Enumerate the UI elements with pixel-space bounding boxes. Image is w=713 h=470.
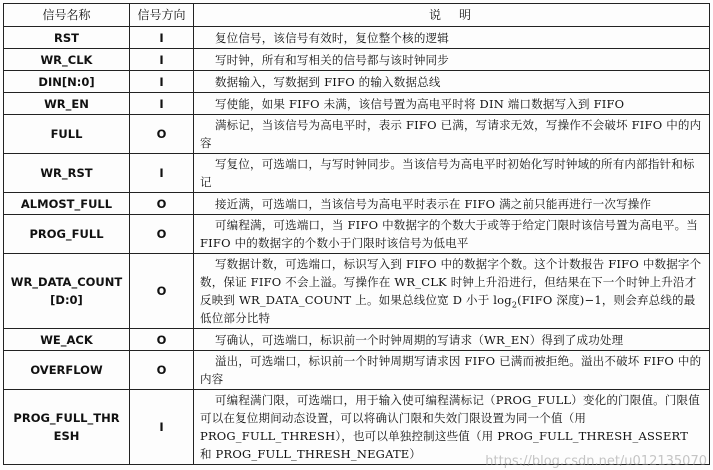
description-text: (FIFO 深度)−1，则会弃总线的最低位部分比特 bbox=[200, 293, 696, 325]
signal-description: 写时钟，所有和写相关的信号都与该时钟同步 bbox=[194, 49, 710, 71]
signal-description: 写使能，如果 FIFO 未满，该信号置为高电平时将 DIN 端口数据写入到 FIFO bbox=[194, 93, 710, 115]
signal-direction: I bbox=[130, 390, 194, 465]
signal-description: 可编程满，可选端口，当 FIFO 中数据字的个数大于或等于给定门限时该信号置为高电平。当 FIFO 中的数据字的个数小于门限时该信号为低电平 bbox=[194, 215, 710, 254]
signal-name: PROG_FULL_THRESH bbox=[4, 390, 130, 465]
signal-name: WR_RST bbox=[4, 154, 130, 193]
signal-direction: I bbox=[130, 71, 194, 93]
table-row bbox=[4, 215, 710, 254]
table-row bbox=[4, 71, 710, 93]
signal-description: 接近满，可选端口，当该信号为高电平时表示在 FIFO 满之前只能再进行一次写操作 bbox=[194, 193, 710, 215]
signal-description bbox=[194, 254, 710, 329]
signal-direction: I bbox=[130, 93, 194, 115]
signal-description: 可编程满门限，可选端口，用于输入使可编程满标记（PROG_FULL）变化的门限值。门限值可以在复位期间动态设置，可以将确认门限和失效门限设置为同一个值（用 PROG_FULL_THRESH），也可以单独控制这些值（用 PROG_FULL_THRESH_ASSERT 和 PROG_FULL_THRESH_NEGATE） bbox=[194, 390, 710, 465]
signal-direction: O bbox=[130, 329, 194, 351]
signal-table bbox=[3, 3, 710, 465]
table-row bbox=[4, 329, 710, 351]
log-base-subscript: 2 bbox=[511, 300, 518, 310]
header-signal-direction: 信号方向 bbox=[130, 4, 194, 27]
table-row bbox=[4, 154, 710, 193]
signal-description: 复位信号，该信号有效时，复位整个核的逻辑 bbox=[194, 27, 710, 49]
table-row bbox=[4, 254, 710, 329]
signal-direction: I bbox=[130, 154, 194, 193]
signal-name: WR_EN bbox=[4, 93, 130, 115]
header-signal-name: 信号名称 bbox=[4, 4, 130, 27]
signal-name: RST bbox=[4, 27, 130, 49]
signal-description: 溢出，可选端口，标识前一个时钟周期写请求因 FIFO 已满而被拒绝。溢出不破坏 FIFO 中的内容 bbox=[194, 351, 710, 390]
signal-name: WE_ACK bbox=[4, 329, 130, 351]
signal-direction: O bbox=[130, 254, 194, 329]
table-row bbox=[4, 93, 710, 115]
signal-direction: I bbox=[130, 49, 194, 71]
table-header-row bbox=[4, 4, 710, 27]
signal-description: 写复位，可选端口，与写时钟同步。当该信号为高电平时初始化写时钟域的所有内部指针和标记 bbox=[194, 154, 710, 193]
table-row bbox=[4, 49, 710, 71]
signal-name: FULL bbox=[4, 115, 130, 154]
signal-name: DIN[N:0] bbox=[4, 71, 130, 93]
signal-description: 满标记，当该信号为高电平时，表示 FIFO 已满，写请求无效，写操作不会破坏 FIFO 中的内容 bbox=[194, 115, 710, 154]
signal-direction: O bbox=[130, 215, 194, 254]
signal-direction: I bbox=[130, 27, 194, 49]
signal-description: 写确认，可选端口，标识前一个时钟周期的写请求（WR_EN）得到了成功处理 bbox=[194, 329, 710, 351]
signal-name: WR_CLK bbox=[4, 49, 130, 71]
signal-name: WR_DATA_COUNT [D:0] bbox=[4, 254, 130, 329]
signal-name: OVERFLOW bbox=[4, 351, 130, 390]
table-row bbox=[4, 115, 710, 154]
watermark-url: https://blog.csdn.net/u012135070 bbox=[485, 454, 707, 469]
header-description: 说 明 bbox=[194, 4, 710, 27]
signal-name: ALMOST_FULL bbox=[4, 193, 130, 215]
table-row bbox=[4, 351, 710, 390]
description-text: 写数据计数，可选端口，标识写入到 FIFO 中的数据字个数。这个计数报告 FIFO 中数据字个数，保证 FIFO 不会上溢。写操作在 WR_CLK 时钟上升沿进行，但结果在下一个时钟上升沿才反映到 WR_DATA_COUNT 上。如果总线位宽 D 小于 log bbox=[200, 257, 702, 307]
table-row bbox=[4, 193, 710, 215]
signal-direction: O bbox=[130, 351, 194, 390]
signal-direction: O bbox=[130, 193, 194, 215]
table-row bbox=[4, 27, 710, 49]
signal-direction: O bbox=[130, 115, 194, 154]
table-row bbox=[4, 390, 710, 465]
signal-description: 数据输入，写数据到 FIFO 的输入数据总线 bbox=[194, 71, 710, 93]
signal-name: PROG_FULL bbox=[4, 215, 130, 254]
signal-table-page bbox=[3, 3, 709, 467]
